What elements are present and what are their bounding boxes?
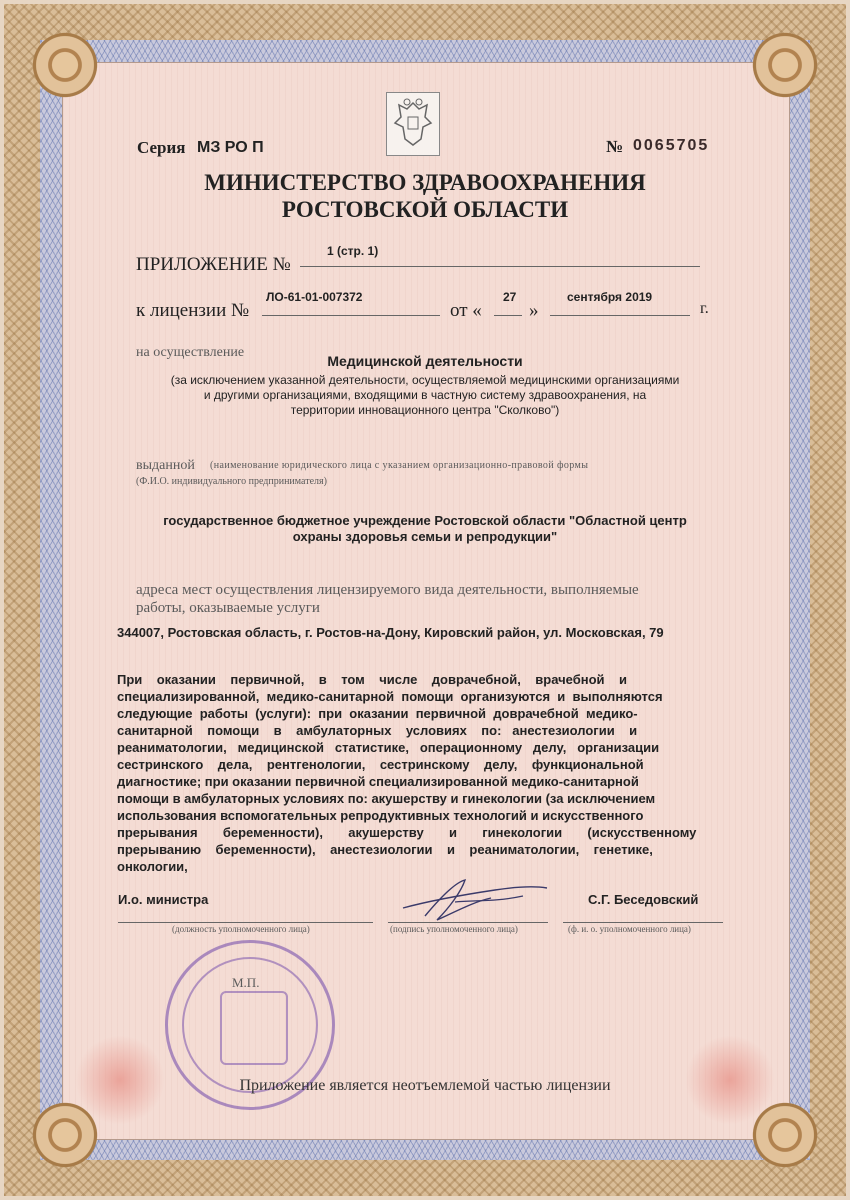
license-number: ЛО-61-01-007372 xyxy=(266,290,363,304)
footer-note: Приложение является неотъемлемой частью лицензии xyxy=(239,1077,611,1094)
activity-description-line3: территории инновационного центра "Сколково") xyxy=(290,403,560,417)
license-label: к лицензии № xyxy=(136,300,250,321)
activity-label: на осуществление xyxy=(136,345,245,360)
ministry-title-line2: РОСТОВСКОЙ ОБЛАСТИ xyxy=(281,197,569,222)
series-label: Серия xyxy=(137,138,186,157)
license-year-suffix: г. xyxy=(700,300,709,317)
services-line: использования вспомогательных репродуктивных технологий и искусственного xyxy=(117,808,644,823)
hint-signature: (подпись уполномоченного лица) xyxy=(390,924,518,934)
services-line: санитарной помощи в амбулаторных условиях по: анестезиологии и xyxy=(117,723,638,738)
signer-name: С.Г. Беседовский xyxy=(588,892,699,907)
addresses-label-line2: работы, оказываемые услуги xyxy=(136,600,320,616)
services-line: При оказании первичной, в том числе доврачебной, врачебной и xyxy=(117,672,627,687)
license-from-label: от « xyxy=(450,300,482,321)
form-number: 0065705 xyxy=(633,137,710,154)
services-line: реаниматологии, медицинской статистике, операционному делу, организации xyxy=(117,740,660,755)
coat-of-arms-icon xyxy=(386,92,440,156)
hint-name: (ф. и. о. уполномоченного лица) xyxy=(568,924,691,934)
issued-label: выданной xyxy=(136,458,195,473)
activity-description-line1: (за исключением указанной деятельности, осуществляемой медицинскими организациями xyxy=(170,373,680,387)
services-line: прерыванию беременности), анестезиологии и реаниматологии, генетике, xyxy=(117,842,653,857)
issued-hint-line2: (Ф.И.О. индивидуального предпринимателя) xyxy=(136,476,327,487)
stamp-label: М.П. xyxy=(232,975,260,990)
number-label: № xyxy=(606,137,624,156)
handwritten-signature xyxy=(395,872,555,932)
hint-position: (должность уполномоченного лица) xyxy=(172,924,310,934)
ministry-title-line1: МИНИСТЕРСТВО ЗДРАВООХРАНЕНИЯ xyxy=(204,170,646,195)
services-line: прерывания беременности), акушерству и гинекологии (искусственному xyxy=(117,825,697,840)
organization-line2: охраны здоровья семьи и репродукции" xyxy=(292,529,558,544)
services-line: сестринского дела, рентгенологии, сестринскому делу, функциональной xyxy=(117,757,644,772)
activity-title: Медицинской деятельности xyxy=(327,353,523,369)
license-day: 27 xyxy=(503,290,517,304)
services-line: онкологии, xyxy=(117,859,188,874)
appendix-number: 1 (стр. 1) xyxy=(327,244,379,258)
address-value: 344007, Ростовская область, г. Ростов-на-Дону, Кировский район, ул. Московская, 79 xyxy=(117,625,664,640)
license-month-year: сентября 2019 xyxy=(567,290,653,304)
services-line: специализированной, медико-санитарной помощи организуются и выполняются xyxy=(117,689,663,704)
issued-hint-line1: (наименование юридического лица с указанием организационно-правовой формы xyxy=(210,460,589,471)
signer-position: И.о. министра xyxy=(118,892,209,907)
services-line: помощи в амбулаторных условиях по: акушерству и гинекологии (за исключением xyxy=(117,791,656,806)
license-close-quote: » xyxy=(529,300,539,321)
series-value: МЗ РО П xyxy=(197,139,264,156)
organization-line1: государственное бюджетное учреждение Ростовской области "Областной центр xyxy=(163,513,687,528)
services-line: следующие работы (услуги): при оказании первичной доврачебной медико- xyxy=(117,706,638,721)
appendix-label: ПРИЛОЖЕНИЕ № xyxy=(136,254,291,275)
addresses-label-line1: адреса мест осуществления лицензируемого вида деятельности, выполняемые xyxy=(136,582,639,598)
activity-description-line2: и другими организациями, входящими в частную систему здравоохранения, на xyxy=(203,388,647,402)
corner-rosette-top-right xyxy=(740,20,830,110)
services-line: диагностике; при оказании первичной специализированной медико-санитарной xyxy=(117,774,639,789)
corner-rosette-top-left xyxy=(20,20,110,110)
